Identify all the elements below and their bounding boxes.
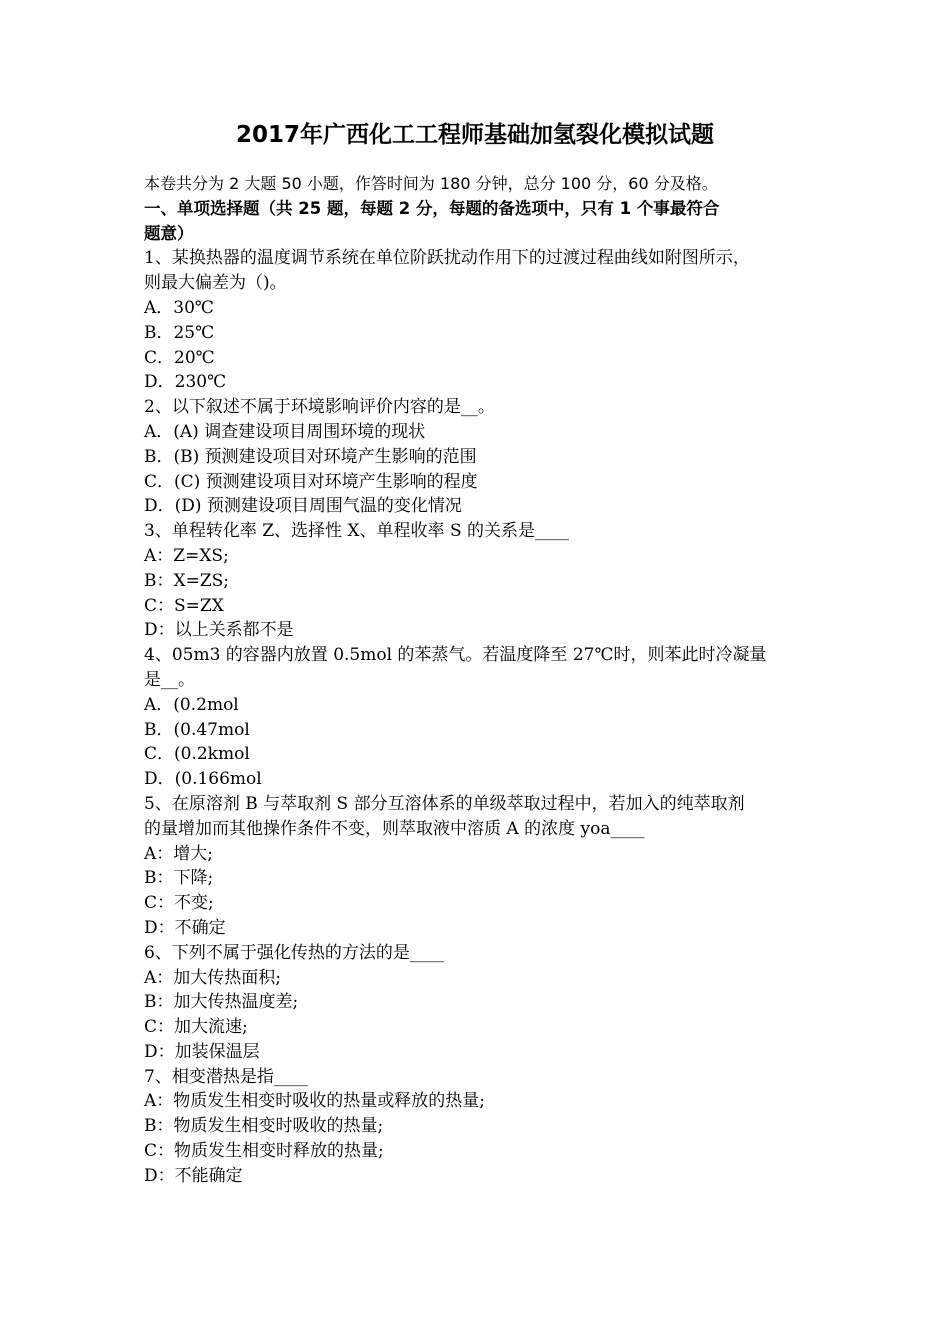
question-options xyxy=(144,1089,812,1188)
option-d: D．(0.166mol xyxy=(144,769,262,790)
question-3 xyxy=(144,519,812,643)
option-b: B：下降; xyxy=(144,868,214,889)
question-stem: 则最大偏差为（)。 xyxy=(144,273,287,294)
section-heading-line-2: 题意） xyxy=(144,223,194,243)
option-c: C：加大流速; xyxy=(144,1017,248,1038)
question-1 xyxy=(144,246,812,395)
document-body xyxy=(144,172,812,1189)
option-c: C．(0.2kmol xyxy=(144,744,250,765)
option-a: A：增大; xyxy=(144,843,214,864)
option-c: C．(C) 预测建设项目对环境产生影响的程度 xyxy=(144,471,478,492)
exam-intro: 本卷共分为 2 大题 50 小题，作答时间为 180 分钟，总分 100 分，60 分及格。 xyxy=(144,174,718,193)
option-c: C：S=ZX xyxy=(144,595,224,616)
section-heading-line-1: 一、单项选择题（共 25 题，每题 2 分，每题的备选项中，只有 1 个事最符合 xyxy=(144,198,720,218)
question-stem: 的量增加而其他操作条件不变，则萃取液中溶质 A 的浓度 yoa____ xyxy=(144,818,645,839)
question-4 xyxy=(144,643,812,792)
option-b: B：加大传热温度差; xyxy=(144,992,299,1013)
option-b: B：物质发生相变时吸收的热量; xyxy=(144,1116,384,1137)
option-a: A．(0.2mol xyxy=(144,694,239,715)
question-options xyxy=(144,842,812,941)
option-a: A：加大传热面积; xyxy=(144,967,282,988)
option-c: C．20℃ xyxy=(144,347,215,368)
option-a: A：Z=XS; xyxy=(144,545,229,566)
question-5 xyxy=(144,792,812,941)
option-d: D．230℃ xyxy=(144,372,227,393)
question-2 xyxy=(144,395,812,519)
option-c: C：物质发生相变时释放的热量; xyxy=(144,1141,384,1162)
question-stem: 3、单程转化率 Z、选择性 X、单程收率 S 的关系是____ xyxy=(144,521,569,542)
option-b: B．25℃ xyxy=(144,322,215,343)
option-a: A：物质发生相变时吸收的热量或释放的热量; xyxy=(144,1091,486,1112)
document-title: 2017年广西化工工程师基础加氢裂化模拟试题 xyxy=(235,122,714,148)
question-stem: 是__。 xyxy=(144,669,195,690)
option-d: D．(D) 预测建设项目周围气温的变化情况 xyxy=(144,496,462,517)
option-a: A．(A) 调查建设项目周围环境的现状 xyxy=(144,421,426,442)
question-stem: 6、下列不属于强化传热的方法的是____ xyxy=(144,942,444,963)
question-options xyxy=(144,420,812,519)
question-options xyxy=(144,544,812,643)
option-b: B．(B) 预测建设项目对环境产生影响的范围 xyxy=(144,446,477,467)
question-stem: 1、某换热器的温度调节系统在单位阶跃扰动作用下的过渡过程曲线如附图所示， xyxy=(144,248,750,269)
option-b: B．(0.47mol xyxy=(144,719,250,740)
option-b: B：X=ZS; xyxy=(144,570,230,591)
question-stem: 5、在原溶剂 B 与萃取剂 S 部分互溶体系的单级萃取过程中，若加入的纯萃取剂 xyxy=(144,793,745,814)
question-stem: 4、05m3 的容器内放置 0.5mol 的苯蒸气。若温度降至 27℃时，则苯此时冷凝量 xyxy=(144,645,767,666)
option-d: D：加装保温层 xyxy=(144,1041,260,1062)
question-stem: 7、相变潜热是指____ xyxy=(144,1066,308,1087)
question-options xyxy=(144,693,812,792)
question-options xyxy=(144,296,812,395)
option-c: C：不变; xyxy=(144,893,214,914)
question-stem: 2、以下叙述不属于环境影响评价内容的是__。 xyxy=(144,397,495,418)
question-options xyxy=(144,966,812,1065)
question-7 xyxy=(144,1065,812,1189)
option-a: A．30℃ xyxy=(144,297,214,318)
option-d: D：不能确定 xyxy=(144,1165,243,1186)
question-6 xyxy=(144,941,812,1065)
option-d: D：以上关系都不是 xyxy=(144,620,294,641)
option-d: D：不确定 xyxy=(144,917,226,938)
